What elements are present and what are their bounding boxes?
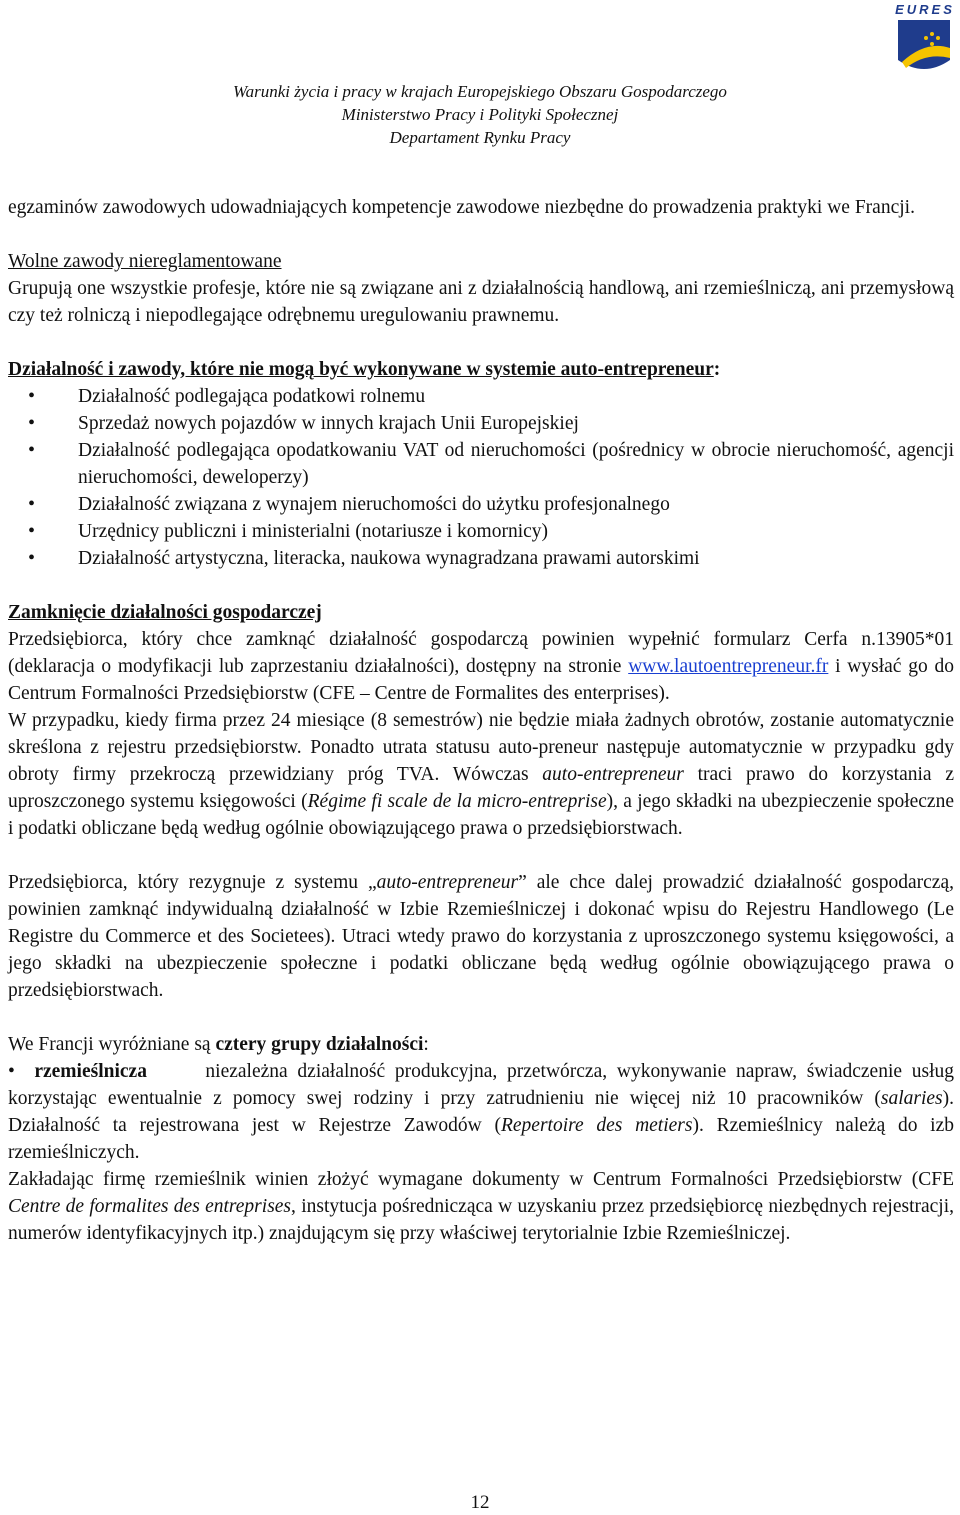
craft-term: rzemieślnicza — [34, 1061, 147, 1082]
excluded-activities-list — [8, 383, 954, 572]
header-line-3: Departament Rynku Pracy — [389, 128, 571, 147]
lautoentrepreneur-link[interactable]: www.lautoentrepreneur.fr — [628, 656, 829, 677]
paragraph-craft-registration: Zakładając firmę rzemieślnik winien złożyć wymagane dokumenty w Centrum Formalności Przedsiębiorstw (CFE Centre de formalites des entreprises, instytucja pośrednicząca w uzyskaniu przez przedsiębiorcę niezbędnych rejestracji, numerów identyfikacyjnych itp.) znajdującym się przy właściwej terytorialnie Izbie Rzemieślniczej. — [8, 1169, 955, 1244]
section-title-closing-business: Zamknięcie działalności gospodarczej — [8, 602, 322, 623]
document-body — [8, 194, 954, 1247]
paragraph-closing-form: Przedsiębiorca, który chce zamknąć działalność gospodarczą powinien wypełnić formularz Cerfa n.13905*01 (deklaracja o modyfikacji lub zaprzestaniu działalności), dostępny na stronie www.lautoentrepreneur.fr i wysłać go do Centrum Formalności Przedsiębiorstw (CFE – Centre de Formalites des enterprises). — [8, 629, 954, 704]
header-line-2: Ministerstwo Pracy i Polityki Społecznej — [341, 105, 619, 124]
paragraph-four-groups-intro: We Francji wyróżniane są cztery grupy działalności: — [8, 1034, 429, 1055]
header-line-1: Warunki życia i pracy w krajach Europejskiego Obszaru Gospodarczego — [233, 82, 727, 101]
section-title-excluded-activities: Działalność i zawody, które nie mogą być wykonywane w systemie auto-entrepreneur: — [8, 359, 721, 380]
bullet-glyph: • — [8, 1061, 15, 1082]
paragraph-free-professions: Grupują one wszystkie profesje, które nie są związane ani z działalnością handlową, ani rzemieślniczą, ani przemysłową czy też rolniczą i niepodlegające odrębnemu uregulowaniu prawnemu. — [8, 278, 954, 326]
section-title-free-professions: Wolne zawody niereglamentowane — [8, 251, 282, 272]
list-item: • Sprzedaż nowych pojazdów w innych krajach Unii Europejskiej — [8, 410, 954, 437]
list-item: • Działalność artystyczna, literacka, naukowa wynagradzana prawami autorskimi — [8, 545, 954, 572]
list-item: • Urzędnicy publiczni i ministerialni (notariusze i komornicy) — [8, 518, 954, 545]
paragraph-craft-group: • rzemieślnicza niezależna działalność produkcyjna, przetwórcza, wykonywanie napraw, świadczenie usług korzystając ewentualnie z pomocy swej rodziny i przy zatrudnieniu nie więcej niż 10 pracowników (salaries). Działalność ta rejestrowana jest w Rejestrze Zawodów (Repertoire des metiers). Rzemieślnicy należą do izb rzemieślniczych. — [8, 1061, 955, 1163]
paragraph-continuation: egzaminów zawodowych udowadniających kompetencje zawodowe niezbędne do prowadzenia praktyki we Francji. — [8, 197, 915, 218]
paragraph-automatic-removal: W przypadku, kiedy firma przez 24 miesiące (8 semestrów) nie będzie miała żadnych obrotów, zostanie automatycznie skreślona z rejestru przedsiębiorstw. Ponadto utrata statusu auto-preneur następuje automatycznie w przypadku gdy obroty firmy przekroczą przewidziany próg TVA. Wówczas auto-entrepreneur traci prawo do korzystania z uproszczonego systemu księgowości (Régime fi scale de la micro-entreprise), a jego składki na ubezpieczenie społeczne i podatki obliczane będą według ogólnie obowiązującego prawa o przedsiębiorstwach. — [8, 710, 954, 839]
document-header — [0, 80, 960, 149]
page-number: 12 — [470, 1492, 490, 1513]
logo-text: EURES — [895, 2, 955, 17]
list-item: • Działalność podlegająca podatkowi rolnemu — [8, 383, 954, 410]
list-item: • Działalność związana z wynajem nieruchomości do użytku profesjonalnego — [8, 491, 954, 518]
list-item: • Działalność podlegająca opodatkowaniu VAT od nieruchomości (pośrednicy w obrocie nieruchomość, agencji nieruchomości, deweloperzy) — [8, 437, 954, 491]
paragraph-resigning-system: Przedsiębiorca, który rezygnuje z systemu „auto-entrepreneur” ale chce dalej prowadzić działalność gospodarczą, powinien zamknąć indywidualną działalność w Izbie Rzemieślniczej i dokonać wpisu do Rejestru Handlowego (Le Registre du Commerce et des Societees). Utraci wtedy prawo do korzystania z uproszczonego systemu księgowości, a jego składki na ubezpieczenie społeczne i podatki obliczane będą według ogólnie obowiązującego prawa o przedsiębiorstwach. — [8, 872, 954, 1001]
